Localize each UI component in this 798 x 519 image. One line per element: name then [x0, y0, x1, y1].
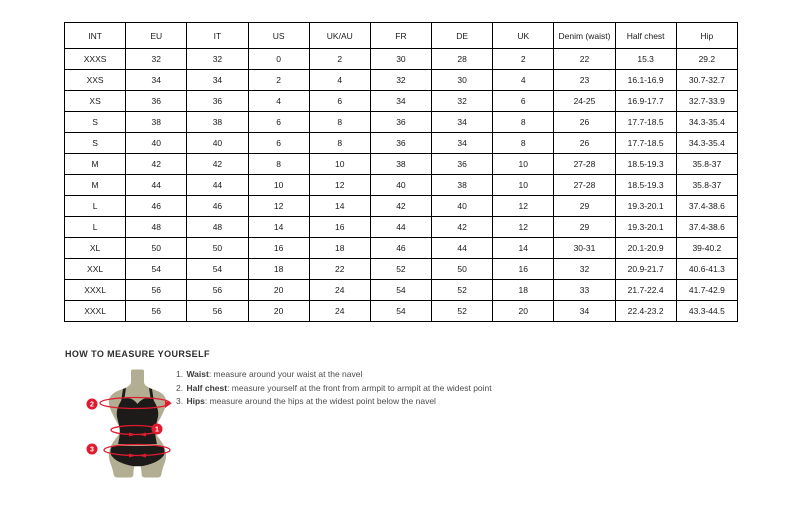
size-cell: 34: [432, 112, 493, 133]
size-cell: 12: [493, 217, 554, 238]
size-cell: 42: [432, 217, 493, 238]
size-cell: 44: [187, 175, 248, 196]
size-cell: 6: [493, 91, 554, 112]
size-cell: XXXS: [65, 49, 126, 70]
size-cell: 24: [309, 301, 370, 322]
marker-waist-number: 1: [155, 426, 159, 434]
size-cell: S: [65, 112, 126, 133]
size-cell: 28: [432, 49, 493, 70]
size-cell: 34: [432, 133, 493, 154]
size-cell: 30-31: [554, 238, 615, 259]
size-cell: 10: [309, 154, 370, 175]
size-row: [65, 175, 738, 196]
size-cell: 10: [248, 175, 309, 196]
size-cell: 34.3-35.4: [676, 112, 737, 133]
size-cell: 34: [554, 301, 615, 322]
size-cell: 19.3-20.1: [615, 217, 676, 238]
size-cell: 22.4-23.2: [615, 301, 676, 322]
size-row: [65, 133, 738, 154]
size-cell: 56: [187, 301, 248, 322]
size-cell: 30: [432, 70, 493, 91]
size-cell: 44: [432, 238, 493, 259]
size-cell: 33: [554, 280, 615, 301]
size-cell: 26: [554, 112, 615, 133]
size-cell: 38: [126, 112, 187, 133]
size-cell: 32: [187, 49, 248, 70]
size-cell: 48: [187, 217, 248, 238]
size-cell: 32.7-33.9: [676, 91, 737, 112]
size-row: [65, 196, 738, 217]
size-cell: 20: [248, 301, 309, 322]
size-cell: 20: [493, 301, 554, 322]
size-cell: 54: [370, 280, 431, 301]
size-cell: 42: [126, 154, 187, 175]
size-cell: XXL: [65, 259, 126, 280]
size-row: [65, 112, 738, 133]
size-cell: 32: [370, 70, 431, 91]
size-cell: 37.4-38.6: [676, 217, 737, 238]
size-cell: 38: [432, 175, 493, 196]
column-header: Denim (waist): [554, 23, 615, 49]
size-cell: 35.8-37: [676, 175, 737, 196]
size-row: [65, 280, 738, 301]
size-cell: 42: [187, 154, 248, 175]
step-text: : measure yourself at the front from armpit to armpit at the widest point: [227, 382, 492, 393]
size-cell: 14: [493, 238, 554, 259]
size-cell: 14: [309, 196, 370, 217]
size-cell: 15.3: [615, 49, 676, 70]
size-cell: 54: [187, 259, 248, 280]
size-cell: 29: [554, 217, 615, 238]
size-cell: 8: [309, 112, 370, 133]
step-term: Hips: [186, 396, 205, 406]
size-cell: 10: [493, 154, 554, 175]
size-cell: 30.7-32.7: [676, 70, 737, 91]
size-row: [65, 217, 738, 238]
size-cell: XS: [65, 91, 126, 112]
column-header: UK: [493, 23, 554, 49]
size-cell: XXXL: [65, 301, 126, 322]
step-text: : measure around the hips at the widest point below the navel: [204, 396, 436, 406]
size-cell: 50: [187, 238, 248, 259]
size-cell: 16.9-17.7: [615, 91, 676, 112]
size-cell: 40.6-41.3: [676, 259, 737, 280]
size-cell: 16: [248, 238, 309, 259]
column-header: Half chest: [615, 23, 676, 49]
size-cell: 40: [126, 133, 187, 154]
size-cell: 24-25: [554, 91, 615, 112]
size-cell: 14: [248, 217, 309, 238]
size-cell: 32: [432, 91, 493, 112]
column-header: US: [248, 23, 309, 49]
size-cell: 52: [370, 259, 431, 280]
size-cell: 12: [248, 196, 309, 217]
size-cell: 16: [309, 217, 370, 238]
size-cell: 36: [370, 133, 431, 154]
size-cell: 46: [126, 196, 187, 217]
size-cell: 6: [309, 91, 370, 112]
size-cell: 32: [126, 49, 187, 70]
size-cell: 40: [370, 175, 431, 196]
size-cell: 44: [126, 175, 187, 196]
size-cell: 46: [370, 238, 431, 259]
marker-waist: [152, 424, 163, 435]
size-cell: 30: [370, 49, 431, 70]
size-cell: 6: [248, 112, 309, 133]
size-cell: 34.3-35.4: [676, 133, 737, 154]
size-row: [65, 301, 738, 322]
size-cell: S: [65, 133, 126, 154]
size-cell: 2: [493, 49, 554, 70]
size-cell: 10: [493, 175, 554, 196]
size-cell: 52: [432, 280, 493, 301]
size-row: [65, 238, 738, 259]
size-cell: 4: [493, 70, 554, 91]
size-cell: 18.5-19.3: [615, 175, 676, 196]
chest-arrowhead-icon: [165, 401, 172, 408]
step-number: 2.: [176, 382, 186, 393]
column-header: IT: [187, 23, 248, 49]
size-cell: 56: [126, 301, 187, 322]
size-row: [65, 259, 738, 280]
size-cell: 18: [309, 238, 370, 259]
size-cell: 46: [187, 196, 248, 217]
size-cell: 44: [370, 217, 431, 238]
size-cell: 8: [493, 133, 554, 154]
size-cell: 27-28: [554, 154, 615, 175]
size-cell: 2: [248, 70, 309, 91]
size-cell: 17.7-18.5: [615, 133, 676, 154]
size-chart-body: [65, 49, 738, 322]
size-cell: 18: [248, 259, 309, 280]
size-cell: 4: [248, 91, 309, 112]
size-cell: XXXL: [65, 280, 126, 301]
size-cell: 36: [370, 112, 431, 133]
step-term: Waist: [186, 369, 209, 379]
marker-hips: [87, 444, 98, 455]
size-cell: 8: [248, 154, 309, 175]
size-cell: 54: [370, 301, 431, 322]
size-cell: 42: [370, 196, 431, 217]
size-chart-table: [64, 22, 738, 322]
measure-step: [176, 382, 492, 396]
size-cell: 36: [432, 154, 493, 175]
size-cell: 36: [187, 91, 248, 112]
size-cell: 2: [309, 49, 370, 70]
step-number: 3.: [176, 396, 186, 406]
size-cell: 41.7-42.9: [676, 280, 737, 301]
size-cell: 23: [554, 70, 615, 91]
size-cell: 29: [554, 196, 615, 217]
size-cell: 19.3-20.1: [615, 196, 676, 217]
size-cell: 20.1-20.9: [615, 238, 676, 259]
marker-hips-number: 3: [90, 446, 94, 454]
size-cell: 22: [554, 49, 615, 70]
step-term: Half chest: [186, 382, 228, 393]
size-cell: 26: [554, 133, 615, 154]
measure-step: [176, 368, 492, 382]
size-cell: 48: [126, 217, 187, 238]
size-cell: 18.5-19.3: [615, 154, 676, 175]
size-cell: 8: [309, 133, 370, 154]
column-header: Hip: [676, 23, 737, 49]
size-cell: 20: [248, 280, 309, 301]
size-cell: L: [65, 217, 126, 238]
column-header: UK/AU: [309, 23, 370, 49]
size-cell: 54: [126, 259, 187, 280]
size-cell: 16: [493, 259, 554, 280]
size-cell: 21.7-22.4: [615, 280, 676, 301]
measure-section-title: HOW TO MEASURE YOURSELF: [65, 349, 210, 359]
size-cell: 27-28: [554, 175, 615, 196]
size-cell: 29.2: [676, 49, 737, 70]
column-header: INT: [65, 23, 126, 49]
size-cell: L: [65, 196, 126, 217]
size-cell: 56: [126, 280, 187, 301]
size-row: [65, 91, 738, 112]
size-cell: XL: [65, 238, 126, 259]
size-cell: 0: [248, 49, 309, 70]
size-cell: 37.4-38.6: [676, 196, 737, 217]
size-cell: 34: [187, 70, 248, 91]
size-cell: 24: [309, 280, 370, 301]
size-row: [65, 154, 738, 175]
size-cell: 39-40.2: [676, 238, 737, 259]
size-cell: M: [65, 154, 126, 175]
size-cell: 12: [309, 175, 370, 196]
size-cell: 40: [432, 196, 493, 217]
size-cell: XXS: [65, 70, 126, 91]
marker-half-chest-number: 2: [90, 401, 94, 409]
marker-half-chest: [87, 399, 98, 410]
size-cell: 34: [370, 91, 431, 112]
size-cell: 12: [493, 196, 554, 217]
size-cell: 50: [126, 238, 187, 259]
size-cell: 35.8-37: [676, 154, 737, 175]
column-header: EU: [126, 23, 187, 49]
size-cell: 56: [187, 280, 248, 301]
size-cell: 22: [309, 259, 370, 280]
size-cell: 17.7-18.5: [615, 112, 676, 133]
size-cell: 36: [126, 91, 187, 112]
size-cell: 40: [187, 133, 248, 154]
size-cell: 34: [126, 70, 187, 91]
size-cell: M: [65, 175, 126, 196]
size-cell: 16.1-16.9: [615, 70, 676, 91]
size-cell: 38: [370, 154, 431, 175]
size-cell: 52: [432, 301, 493, 322]
size-cell: 8: [493, 112, 554, 133]
column-header: DE: [432, 23, 493, 49]
size-cell: 6: [248, 133, 309, 154]
size-row: [65, 70, 738, 91]
column-header: FR: [370, 23, 431, 49]
size-cell: 32: [554, 259, 615, 280]
step-text: : measure around your waist at the navel: [208, 369, 363, 379]
step-number: 1.: [176, 369, 186, 379]
size-cell: 18: [493, 280, 554, 301]
size-cell: 20.9-21.7: [615, 259, 676, 280]
size-cell: 50: [432, 259, 493, 280]
size-cell: 43.3-44.5: [676, 301, 737, 322]
measure-step: [176, 395, 492, 409]
size-chart-header: [65, 23, 738, 49]
size-cell: 4: [309, 70, 370, 91]
swimsuit-top: [117, 398, 159, 444]
header-row: [65, 23, 738, 49]
size-cell: 38: [187, 112, 248, 133]
size-row: [65, 49, 738, 70]
measure-steps-list: [176, 368, 492, 409]
